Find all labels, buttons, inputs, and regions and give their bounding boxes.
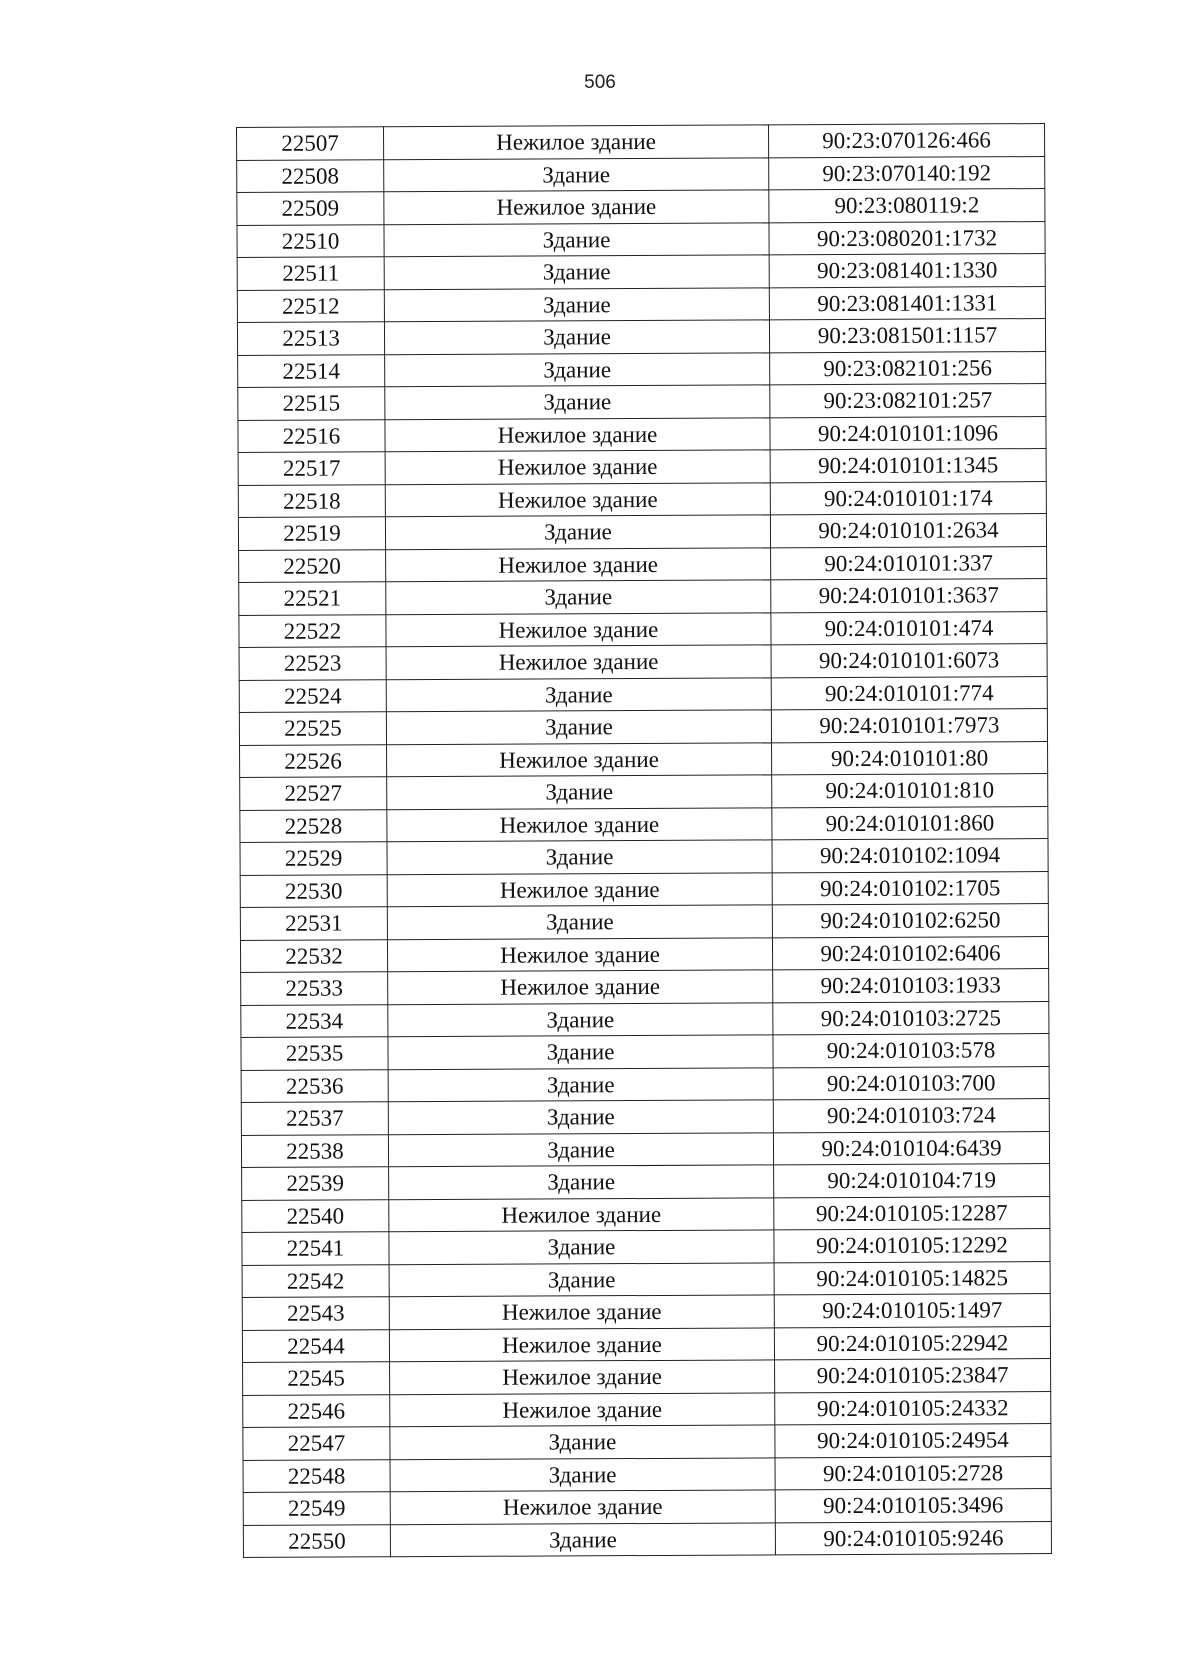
object-type-cell: Здание	[389, 1262, 774, 1296]
object-type-cell: Здание	[385, 352, 770, 386]
row-number-cell: 22538	[241, 1134, 388, 1167]
cadastral-number-cell: 90:24:010101:810	[772, 774, 1048, 808]
table-row	[242, 1326, 1050, 1362]
row-number-cell: 22535	[241, 1037, 388, 1070]
table-row	[239, 579, 1047, 615]
table-row	[241, 1034, 1049, 1070]
row-number-cell: 22546	[243, 1394, 390, 1427]
cadastral-number-cell: 90:24:010103:2725	[773, 1001, 1049, 1035]
table-row	[243, 1456, 1051, 1492]
cadastral-number-cell: 90:24:010102:6406	[772, 936, 1048, 970]
table-row	[239, 611, 1047, 647]
row-number-cell: 22529	[240, 842, 387, 875]
row-number-cell: 22531	[240, 907, 387, 940]
row-number-cell: 22537	[241, 1102, 388, 1135]
object-type-cell: Нежилое здание	[388, 970, 773, 1004]
cadastral-number-cell: 90:24:010102:1705	[772, 871, 1048, 905]
row-number-cell: 22515	[238, 387, 385, 420]
row-number-cell: 22542	[242, 1264, 389, 1297]
cadastral-number-cell: 90:24:010105:9246	[775, 1521, 1051, 1555]
table-row	[240, 774, 1048, 810]
cadastral-number-cell: 90:24:010105:24332	[775, 1391, 1051, 1425]
object-type-cell: Здание	[389, 1165, 774, 1199]
cadastral-number-cell: 90:24:010105:23847	[775, 1359, 1051, 1393]
object-type-cell: Здание	[388, 1132, 773, 1166]
table-row	[240, 871, 1048, 907]
table-row	[242, 1261, 1050, 1297]
object-type-cell: Нежилое здание	[389, 1295, 774, 1329]
table-row	[242, 1229, 1050, 1265]
cadastral-number-cell: 90:24:010101:474	[771, 611, 1047, 645]
cadastral-number-cell: 90:24:010105:1497	[774, 1294, 1050, 1328]
table-body	[237, 124, 1052, 1558]
table-row	[239, 676, 1047, 712]
table-row	[237, 254, 1045, 290]
cadastral-number-cell: 90:24:010105:3496	[775, 1489, 1051, 1523]
cadastral-number-cell: 90:23:080119:2	[769, 189, 1045, 223]
table-row	[242, 1164, 1050, 1200]
cadastral-number-cell: 90:24:010101:337	[771, 546, 1047, 580]
cadastral-number-cell: 90:23:070126:466	[768, 124, 1044, 158]
object-type-cell: Нежилое здание	[385, 482, 770, 516]
cadastral-number-cell: 90:24:010103:700	[773, 1066, 1049, 1100]
cadastral-number-cell: 90:23:082101:256	[770, 351, 1046, 385]
cadastral-number-cell: 90:23:081401:1330	[769, 254, 1045, 288]
object-type-cell: Здание	[384, 255, 769, 289]
table-row	[238, 481, 1046, 517]
table-row	[240, 806, 1048, 842]
row-number-cell: 22520	[239, 549, 386, 582]
object-type-cell: Нежилое здание	[387, 742, 772, 776]
row-number-cell: 22513	[237, 322, 384, 355]
object-type-cell: Здание	[384, 222, 769, 256]
table-row	[241, 969, 1049, 1005]
table-row	[241, 1131, 1049, 1167]
cadastral-number-cell: 90:23:082101:257	[770, 384, 1046, 418]
object-type-cell: Здание	[386, 580, 771, 614]
table-row	[237, 189, 1045, 225]
object-type-cell: Здание	[384, 287, 769, 321]
object-type-cell: Здание	[388, 1002, 773, 1036]
cadastral-number-cell: 90:24:010105:14825	[774, 1261, 1050, 1295]
cadastral-number-cell: 90:23:081501:1157	[769, 319, 1045, 353]
table-row	[243, 1391, 1051, 1427]
row-number-cell: 22539	[242, 1167, 389, 1200]
object-type-cell: Здание	[387, 775, 772, 809]
table-row	[238, 351, 1046, 387]
table-row	[240, 904, 1048, 940]
page-number: 506	[584, 72, 616, 93]
table-row	[238, 449, 1046, 485]
table-row	[243, 1489, 1051, 1525]
object-type-cell: Здание	[390, 1425, 775, 1459]
object-type-cell: Нежилое здание	[386, 612, 771, 646]
row-number-cell: 22507	[237, 127, 384, 160]
row-number-cell: 22528	[240, 809, 387, 842]
object-type-cell: Здание	[387, 840, 772, 874]
object-type-cell: Нежилое здание	[385, 417, 770, 451]
object-type-cell: Здание	[390, 1522, 775, 1556]
row-number-cell: 22545	[243, 1362, 390, 1395]
object-type-cell: Здание	[387, 905, 772, 939]
row-number-cell: 22540	[242, 1199, 389, 1232]
row-number-cell: 22541	[242, 1232, 389, 1265]
row-number-cell: 22509	[237, 192, 384, 225]
row-number-cell: 22508	[237, 159, 384, 192]
object-type-cell: Здание	[386, 710, 771, 744]
object-type-cell: Нежилое здание	[385, 450, 770, 484]
object-type-cell: Здание	[385, 385, 770, 419]
cadastral-number-cell: 90:24:010101:860	[772, 806, 1048, 840]
table-row	[243, 1359, 1051, 1395]
row-number-cell: 22523	[239, 647, 386, 680]
row-number-cell: 22548	[243, 1459, 390, 1492]
row-number-cell: 22521	[239, 582, 386, 615]
cadastral-number-cell: 90:23:080201:1732	[769, 221, 1045, 255]
row-number-cell: 22534	[241, 1004, 388, 1037]
cadastral-number-cell: 90:24:010104:6439	[773, 1131, 1049, 1165]
table-row	[241, 1099, 1049, 1135]
table-row	[237, 221, 1045, 257]
object-type-cell: Нежилое здание	[386, 645, 771, 679]
cadastral-number-cell: 90:24:010105:12287	[774, 1196, 1050, 1230]
cadastral-number-cell: 90:24:010102:1094	[772, 839, 1048, 873]
object-type-cell: Нежилое здание	[390, 1392, 775, 1426]
object-type-cell: Нежилое здание	[390, 1360, 775, 1394]
table-row	[240, 936, 1048, 972]
object-type-cell: Нежилое здание	[384, 125, 769, 159]
table-row	[237, 124, 1045, 160]
cadastral-number-cell: 90:24:010101:1345	[770, 449, 1046, 483]
row-number-cell: 22530	[240, 874, 387, 907]
object-type-cell: Нежилое здание	[389, 1327, 774, 1361]
property-table	[236, 123, 1052, 1558]
row-number-cell: 22550	[243, 1524, 390, 1557]
table-row	[239, 644, 1047, 680]
table-row	[239, 546, 1047, 582]
cadastral-number-cell: 90:23:081401:1331	[769, 286, 1045, 320]
table-row	[242, 1196, 1050, 1232]
table-row	[243, 1521, 1051, 1557]
object-type-cell: Нежилое здание	[389, 1197, 774, 1231]
row-number-cell: 22547	[243, 1427, 390, 1460]
object-type-cell: Здание	[388, 1035, 773, 1069]
table-row	[238, 384, 1046, 420]
row-number-cell: 22543	[242, 1297, 389, 1330]
table-row	[241, 1066, 1049, 1102]
row-number-cell: 22510	[237, 224, 384, 257]
cadastral-number-cell: 90:24:010101:174	[770, 481, 1046, 515]
cadastral-number-cell: 90:24:010103:578	[773, 1034, 1049, 1068]
cadastral-number-cell: 90:23:070140:192	[769, 156, 1045, 190]
table-row	[237, 286, 1045, 322]
cadastral-number-cell: 90:24:010101:774	[771, 676, 1047, 710]
object-type-cell: Здание	[386, 677, 771, 711]
cadastral-number-cell: 90:24:010101:7973	[771, 709, 1047, 743]
row-number-cell: 22536	[241, 1069, 388, 1102]
cadastral-number-cell: 90:24:010102:6250	[772, 904, 1048, 938]
row-number-cell: 22519	[238, 517, 385, 550]
cadastral-number-cell: 90:24:010105:24954	[775, 1424, 1051, 1458]
table-row	[242, 1294, 1050, 1330]
row-number-cell: 22533	[241, 972, 388, 1005]
object-type-cell: Нежилое здание	[384, 190, 769, 224]
row-number-cell: 22527	[240, 777, 387, 810]
object-type-cell: Нежилое здание	[387, 937, 772, 971]
table-row	[241, 1001, 1049, 1037]
object-type-cell: Здание	[384, 157, 769, 191]
cadastral-number-cell: 90:24:010103:1933	[773, 969, 1049, 1003]
cadastral-number-cell: 90:24:010101:80	[772, 741, 1048, 775]
cadastral-number-cell: 90:24:010101:3637	[771, 579, 1047, 613]
row-number-cell: 22512	[237, 289, 384, 322]
row-number-cell: 22544	[242, 1329, 389, 1362]
row-number-cell: 22532	[240, 939, 387, 972]
row-number-cell: 22517	[238, 452, 385, 485]
object-type-cell: Здание	[388, 1100, 773, 1134]
table-row	[239, 709, 1047, 745]
row-number-cell: 22514	[238, 354, 385, 387]
cadastral-number-cell: 90:24:010104:719	[774, 1164, 1050, 1198]
cadastral-number-cell: 90:24:010101:2634	[770, 514, 1046, 548]
row-number-cell: 22525	[239, 712, 386, 745]
row-number-cell: 22526	[240, 744, 387, 777]
object-type-cell: Здание	[388, 1067, 773, 1101]
table-row	[237, 156, 1045, 192]
object-type-cell: Здание	[389, 1230, 774, 1264]
cadastral-number-cell: 90:24:010101:6073	[771, 644, 1047, 678]
table-row	[237, 319, 1045, 355]
object-type-cell: Нежилое здание	[386, 547, 771, 581]
cadastral-number-cell: 90:24:010105:22942	[774, 1326, 1050, 1360]
object-type-cell: Здание	[385, 515, 770, 549]
row-number-cell: 22522	[239, 614, 386, 647]
table-row	[238, 514, 1046, 550]
object-type-cell: Нежилое здание	[387, 872, 772, 906]
table-row	[240, 839, 1048, 875]
cadastral-number-cell: 90:24:010105:2728	[775, 1456, 1051, 1490]
row-number-cell: 22549	[243, 1492, 390, 1525]
cadastral-number-cell: 90:24:010103:724	[773, 1099, 1049, 1133]
row-number-cell: 22511	[237, 257, 384, 290]
object-type-cell: Здание	[390, 1457, 775, 1491]
object-type-cell: Нежилое здание	[390, 1490, 775, 1524]
object-type-cell: Нежилое здание	[387, 807, 772, 841]
table-row	[240, 741, 1048, 777]
table-row	[243, 1424, 1051, 1460]
row-number-cell: 22524	[239, 679, 386, 712]
cadastral-number-cell: 90:24:010101:1096	[770, 416, 1046, 450]
table-row	[238, 416, 1046, 452]
object-type-cell: Здание	[384, 320, 769, 354]
row-number-cell: 22516	[238, 419, 385, 452]
row-number-cell: 22518	[238, 484, 385, 517]
cadastral-number-cell: 90:24:010105:12292	[774, 1229, 1050, 1263]
